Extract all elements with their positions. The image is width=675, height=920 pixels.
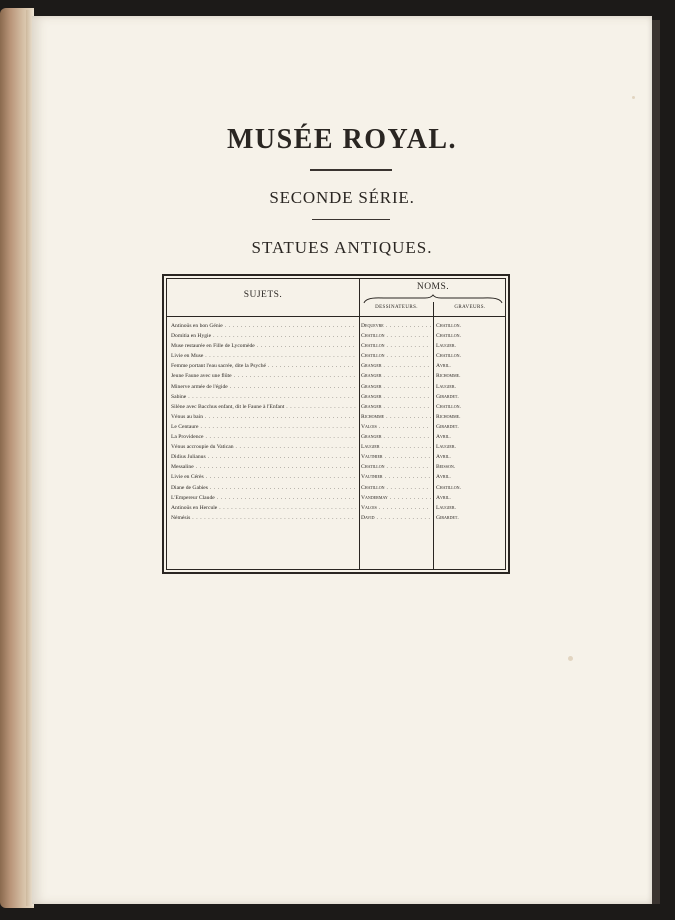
draftsman-cell: Chatillon . . . xyxy=(361,331,431,341)
subject-cell: Némésis . . . xyxy=(171,513,356,523)
subject-cell: Livie en Cérès . . . xyxy=(171,472,356,482)
table-row xyxy=(164,483,508,493)
table-row xyxy=(164,442,508,452)
paper-stain xyxy=(568,656,573,661)
draftsman-cell: Valois . . . xyxy=(361,503,431,513)
engravers-header: GRAVEURS. xyxy=(454,305,486,310)
subject-cell: Jeune Faune avec une flûte . . . xyxy=(171,371,356,381)
subject-cell: Silène avec Bacchus enfant, dit le Faune à l'Enfant . . . xyxy=(171,402,356,412)
draftsman-cell: Vauthier . . . xyxy=(361,472,431,482)
subject-cell: Vénus au bain . . . xyxy=(171,412,356,422)
contents-table xyxy=(162,274,510,574)
draftsman-cell: Vauthier . . . xyxy=(361,452,431,462)
engraver-cell: Laugier. xyxy=(436,383,456,390)
subtitle-divider xyxy=(312,219,390,220)
table-row xyxy=(164,422,508,432)
subject-cell: Sabine . . . xyxy=(171,392,356,402)
draftsman-cell: Chatillon . . . xyxy=(361,341,431,351)
draftsman-cell: Valois . . . xyxy=(361,422,431,432)
table-row xyxy=(164,412,508,422)
engraver-cell: Laugier. xyxy=(436,504,456,511)
table-row xyxy=(164,382,508,392)
engraver-cell: Girardet. xyxy=(436,514,459,521)
draftsman-cell: Chatillon . . . xyxy=(361,351,431,361)
table-row xyxy=(164,462,508,472)
draftsman-cell: Granger . . . xyxy=(361,432,431,442)
book-page xyxy=(32,16,652,904)
draftsman-cell: Granger . . . xyxy=(361,382,431,392)
engraver-cell: Laugier. xyxy=(436,343,456,350)
paper-stain xyxy=(632,96,635,99)
draftsman-cell: Laugier . . . xyxy=(361,442,431,452)
engraver-cell: Avril. xyxy=(436,363,451,370)
section-title: STATUES ANTIQUES. xyxy=(251,238,433,257)
subject-cell: Antinoüs en Hercule . . . xyxy=(171,503,356,513)
subject-cell: Antinoüs en bon Génie . . . xyxy=(171,321,356,331)
table-row xyxy=(164,493,508,503)
title-divider xyxy=(310,169,392,171)
engraver-cell: Chatillon. xyxy=(436,323,461,329)
subject-cell: Le Centaure . . . xyxy=(171,422,356,432)
engraver-cell: Avril. xyxy=(436,474,451,481)
draftsman-cell: Richomme . . . xyxy=(361,412,431,422)
table-row xyxy=(164,402,508,412)
engraver-cell: Girardet. xyxy=(436,423,459,430)
table-row xyxy=(164,341,508,351)
subject-cell: Vénus accroupie du Vatican . . . xyxy=(171,442,356,452)
engraver-cell: Richomme. xyxy=(436,413,461,420)
draftsman-cell: Granger . . . xyxy=(361,402,431,412)
draftsman-cell: Vandermay . . . xyxy=(361,493,431,503)
draftsman-cell: Granger . . . xyxy=(361,392,431,402)
subject-cell: Diane de Gabies . . . xyxy=(171,483,356,493)
page-title: MUSÉE ROYAL. xyxy=(226,124,458,155)
table-row xyxy=(164,371,508,381)
draftsman-cell: David . . . xyxy=(361,513,431,523)
subjects-header: SUJETS. xyxy=(243,290,283,300)
table-row xyxy=(164,503,508,513)
subject-cell: L'Empereur Claude . . . xyxy=(171,493,356,503)
engraver-cell: Laugier. xyxy=(436,444,456,451)
engraver-cell: Avril. xyxy=(436,454,451,461)
draftsman-cell: Granger . . . xyxy=(361,371,431,381)
subject-cell: Messaline . . . xyxy=(171,462,356,472)
engraver-cell: Chatillon. xyxy=(436,333,461,340)
draftsman-cell: Chatillon . . . xyxy=(361,462,431,472)
table-row xyxy=(164,351,508,361)
table-row xyxy=(164,432,508,442)
names-header: NOMS. xyxy=(416,282,450,292)
engraver-cell: Beisson. xyxy=(436,464,456,471)
header-brace xyxy=(363,294,503,304)
draftsman-cell: Granger . . . xyxy=(361,361,431,371)
subject-cell: La Providence . . . xyxy=(171,432,356,442)
table-row xyxy=(164,513,508,523)
subject-cell: Domitia en Hygie . . . xyxy=(171,331,356,341)
table-row xyxy=(164,452,508,462)
engraver-cell: Chatillon. xyxy=(436,484,461,491)
table-row xyxy=(164,331,508,341)
engraver-cell: Avril. xyxy=(436,434,451,441)
draftsman-cell: Dequevre . . . xyxy=(361,321,431,331)
subject-cell: Femme portant l'eau sacrée, dite la Psyché . . . xyxy=(171,361,356,371)
subject-cell: Livie en Muse . . . xyxy=(171,351,356,361)
table-row xyxy=(164,472,508,482)
draftsmen-header: DESSINATEURS. xyxy=(375,305,418,310)
engraver-cell: Richomme. xyxy=(436,373,461,380)
engraver-cell: Chatillon. xyxy=(436,353,461,360)
table-row xyxy=(164,321,508,331)
subject-cell: Minerve armée de l'égide . . . xyxy=(171,382,356,392)
engraver-cell: Avril. xyxy=(436,494,451,501)
engraver-cell: Chatillon. xyxy=(436,403,461,410)
table-row xyxy=(164,361,508,371)
subject-cell: Didius Julianus . . . xyxy=(171,452,356,462)
engraver-cell: Girardet. xyxy=(436,393,459,400)
subject-cell: Muse restaurée en Fille de Lycomède . . . xyxy=(171,341,356,351)
header-divider xyxy=(167,316,506,317)
table-row xyxy=(164,392,508,402)
draftsman-cell: Chatillon . . . xyxy=(361,483,431,493)
series-title: SECONDE SÉRIE. xyxy=(269,188,415,207)
table-body xyxy=(164,321,508,523)
